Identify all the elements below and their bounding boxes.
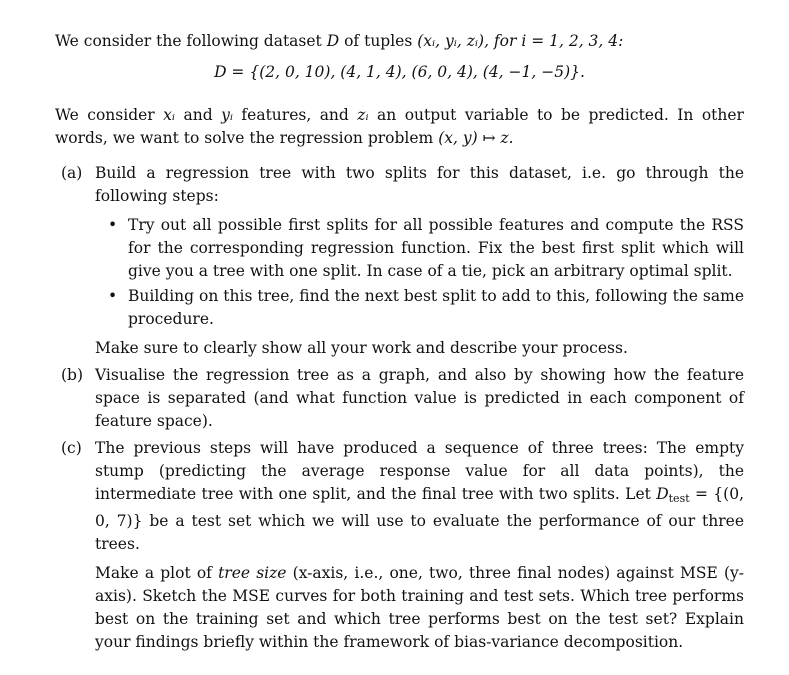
features-lead: We consider bbox=[55, 106, 155, 124]
dtest-symbol: D bbox=[656, 485, 669, 503]
part-c bbox=[55, 437, 744, 654]
step-item: • Try out all possible first splits for all possible features and compute the RSS for the corresponding regression function. Fix the best first split which will give you a tree with one split. In case of a tie, pick an arbitrary optimal split. bbox=[128, 214, 744, 283]
output-z: zᵢ bbox=[357, 106, 369, 124]
part-a-steps bbox=[95, 214, 744, 331]
features-rest: an output variable to be predicted. In other words, we want to solve the regression problem bbox=[55, 106, 744, 147]
part-c-plot-instructions bbox=[95, 562, 744, 654]
part-b bbox=[55, 364, 744, 433]
features-and: and bbox=[183, 106, 213, 124]
tree-size-emphasis: tree size bbox=[218, 564, 287, 582]
part-c-text-after: be a test set which we will use to evaluate the performance of our three trees. bbox=[95, 512, 744, 553]
dtest-value: = {(0, 0, 7)} bbox=[95, 485, 744, 530]
part-a-text: Build a regression tree with two splits for this dataset, i.e. go through the following steps: bbox=[95, 164, 744, 205]
dataset-equation-text: D = {(2, 0, 10), (4, 1, 4), (6, 0, 4), (4, −1, −5)}. bbox=[214, 63, 585, 81]
part-c-label: (c) bbox=[61, 439, 82, 457]
part-a-label: (a) bbox=[61, 164, 83, 182]
feature-y: yᵢ bbox=[221, 106, 233, 124]
plot-text-before: Make a plot of bbox=[95, 564, 212, 582]
part-b-label: (b) bbox=[61, 366, 84, 384]
part-a-note: Make sure to clearly show all your work and describe your process. bbox=[95, 339, 628, 357]
intro-of-tuples: of tuples bbox=[344, 32, 413, 50]
part-b-text: Visualise the regression tree as a graph, and also by showing how the feature space is separated (and what function value is predicted in each component of feature space). bbox=[95, 366, 744, 430]
tuple-definition: (xᵢ, yᵢ, zᵢ), for i = 1, 2, 3, 4: bbox=[417, 32, 624, 50]
plot-text-after: (x-axis, i.e., one, two, three final nodes) against MSE (y-axis). Sketch the MSE curves for both training and test sets. Which tree performs best on the training set and which tree performs best on the test set? Explain your findings briefly within the framework of bias-variance decomposition. bbox=[95, 564, 744, 651]
feature-x: xᵢ bbox=[163, 106, 176, 124]
features-paragraph bbox=[55, 104, 744, 150]
dtest-expression bbox=[656, 485, 689, 503]
regression-mapping: (x, y) ↦ z. bbox=[438, 129, 514, 147]
dataset-equation bbox=[55, 61, 744, 84]
part-a bbox=[55, 162, 744, 360]
dataset-symbol: D bbox=[326, 32, 340, 50]
features-comma: features, and bbox=[241, 106, 349, 124]
dtest-subscript: test bbox=[668, 492, 690, 505]
part-c-text bbox=[95, 437, 744, 556]
intro-lead: We consider the following dataset bbox=[55, 32, 322, 50]
intro-paragraph bbox=[55, 30, 744, 53]
part-c-text-before: The previous steps will have produced a sequence of three trees: The empty stump (predicting the average response value for all data points), the intermediate tree with one split, and the final tree with two splits. Let bbox=[95, 439, 744, 503]
step-item: • Building on this tree, find the next best split to add to this, following the same procedure. bbox=[128, 285, 744, 331]
